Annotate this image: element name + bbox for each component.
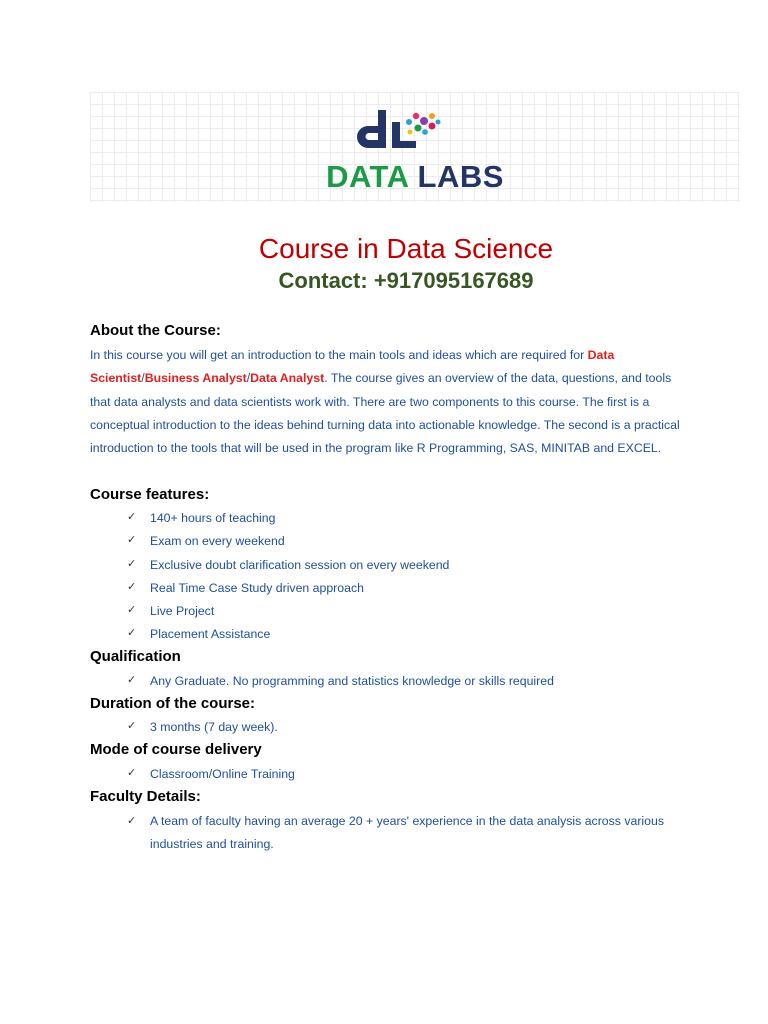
check-icon: ✓: [127, 720, 137, 732]
check-icon: ✓: [127, 534, 137, 546]
role-business-analyst: Business Analyst: [144, 371, 247, 386]
mode-heading: Mode of course delivery: [90, 741, 262, 758]
faculty-heading: Faculty Details:: [90, 788, 201, 805]
feature-item: 140+ hours of teaching: [150, 511, 276, 525]
about-intro: In this course you will get an introduction to the main tools and ideas which are required for: [90, 348, 588, 362]
feature-item: Real Time Case Study driven approach: [150, 581, 364, 595]
feature-item: Exclusive doubt clarification session on every weekend: [150, 558, 450, 572]
check-icon: ✓: [127, 604, 137, 616]
check-icon: ✓: [127, 511, 137, 523]
feature-item: Placement Assistance: [150, 627, 271, 641]
faculty-item: A team of faculty having an average 20 + years' experience in the data analysis across various industries and training.: [150, 814, 664, 852]
role-data-analyst: Data Analyst: [250, 371, 325, 386]
mode-item: Classroom/Online Training: [150, 767, 295, 781]
logo-word-data: DATA: [326, 159, 409, 194]
about-heading: About the Course:: [90, 322, 221, 339]
check-icon: ✓: [127, 627, 137, 639]
features-heading: Course features:: [90, 486, 210, 503]
page-title: Course in Data Science: [258, 233, 554, 264]
check-icon: ✓: [127, 581, 137, 593]
qualification-item: Any Graduate. No programming and statistics knowledge or skills required: [150, 674, 554, 688]
contact-line: Contact: +917095167689: [278, 268, 534, 293]
logo-wordmark: [90, 160, 740, 194]
feature-item: Live Project: [150, 604, 215, 618]
check-icon: ✓: [127, 558, 137, 570]
feature-item: Exam on every weekend: [150, 534, 285, 548]
data-labs-logo-icon: [352, 108, 447, 158]
check-icon: ✓: [127, 674, 137, 686]
role-separator: /: [246, 371, 251, 386]
check-icon: ✓: [127, 815, 137, 827]
role-data-scientist: Data Scientist: [90, 348, 615, 386]
header-banner: [90, 92, 740, 202]
role-separator: /: [141, 371, 145, 386]
about-rest: . The course gives an overview of the data, questions, and tools that data analysts and data scientists work with. There are two components to this course. The first is a conceptual introduction to the ideas behind turning data into actionable knowledge. The second is a practical introduction to the tools that will be used in the program like R Programming, SAS, MINITAB and EXCEL.: [90, 371, 680, 456]
check-icon: ✓: [127, 767, 137, 779]
logo-word-labs: LABS: [417, 159, 504, 194]
duration-item: 3 months (7 day week).: [150, 720, 278, 734]
qualification-heading: Qualification: [90, 648, 181, 665]
duration-heading: Duration of the course:: [90, 695, 256, 712]
about-paragraph: [90, 344, 690, 460]
